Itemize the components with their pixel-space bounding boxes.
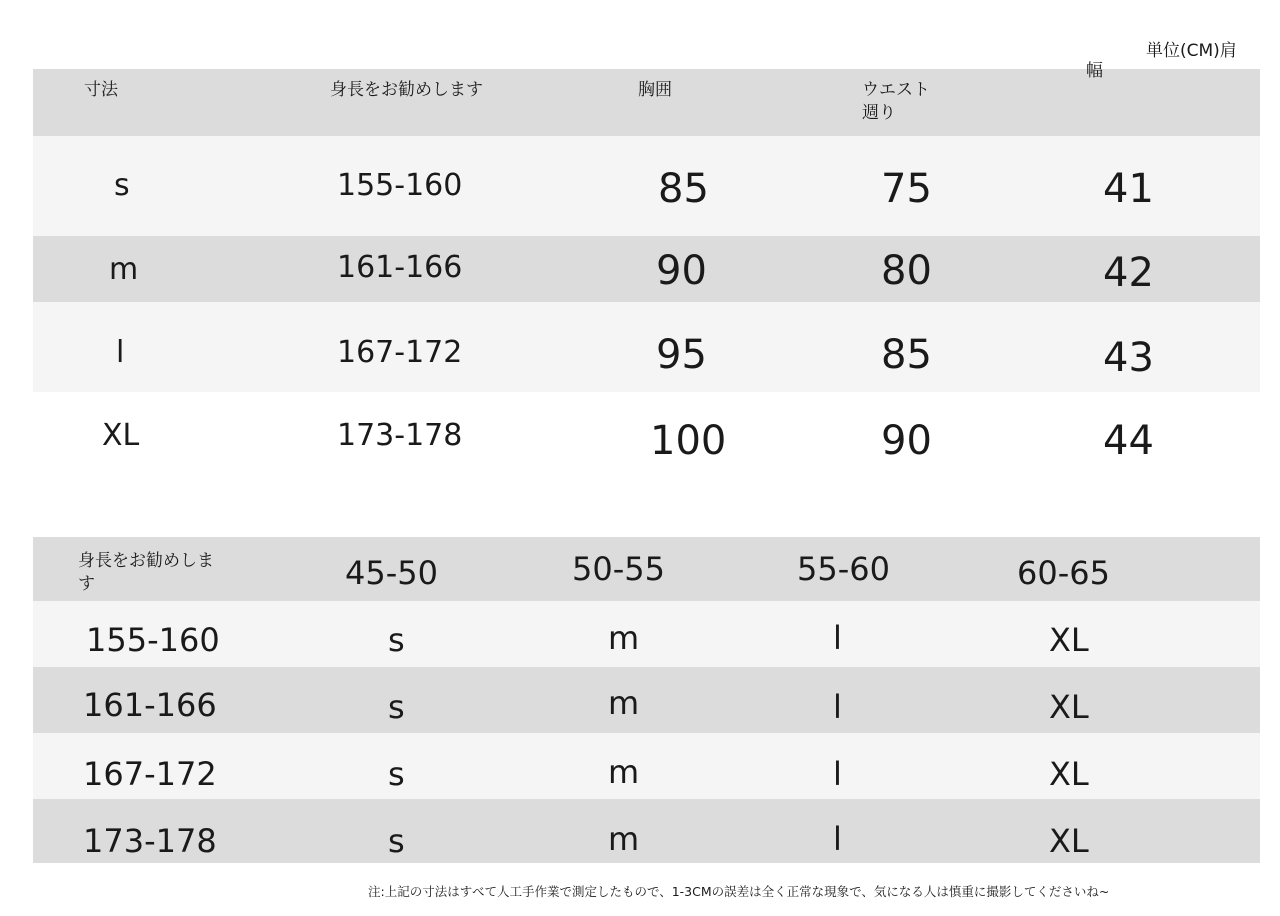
size-cell: l (116, 335, 125, 370)
size-cell: l (833, 688, 842, 726)
header-recommended-height: 身長をお勧めします (330, 80, 483, 100)
chest-cell: 90 (656, 248, 707, 294)
chest-cell: 85 (658, 166, 709, 212)
height-cell: 167-172 (337, 335, 463, 370)
height-cell: 161-166 (337, 250, 463, 285)
waist-cell: 85 (881, 332, 932, 378)
size-cell: s (388, 755, 405, 793)
unit-label: 単位(CM)肩 (1146, 41, 1237, 61)
header-shoulder: 幅 (1086, 61, 1103, 81)
size-cell: l (833, 755, 842, 793)
waist-cell: 80 (881, 248, 932, 294)
size-cell: s (388, 688, 405, 726)
size-cell: m (608, 684, 640, 722)
weight-range-header: 55-60 (797, 550, 890, 588)
table-row (33, 302, 1260, 392)
chest-cell: 100 (650, 418, 727, 464)
header-recommended-height-line1: 身長をお勧めしま (78, 551, 214, 571)
weight-range-header: 60-65 (1017, 554, 1110, 592)
size-cell: l (833, 820, 842, 858)
size-cell: s (388, 621, 405, 659)
shoulder-cell: 42 (1103, 250, 1154, 296)
height-cell: 173-178 (337, 418, 463, 453)
size-cell: XL (1049, 755, 1089, 793)
header-size: 寸法 (84, 80, 118, 100)
height-cell: 155-160 (86, 621, 220, 659)
measurement-note: 注:上記の寸法はすべて人工手作業で測定したもので、1-3CMの誤差は全く正常な現象で、気になる人は慎重に撮影してくださいね~ (368, 884, 1110, 899)
waist-cell: 90 (881, 418, 932, 464)
waist-cell: 75 (881, 166, 932, 212)
size-cell: XL (1049, 621, 1089, 659)
header-waist-line1: ウエスト (862, 80, 930, 100)
table-row (33, 236, 1260, 302)
size-cell: m (608, 619, 640, 657)
size-cell: m (608, 820, 640, 858)
size-cell: l (833, 619, 842, 657)
shoulder-cell: 43 (1103, 335, 1154, 381)
header-chest: 胸囲 (638, 80, 672, 100)
chest-cell: 95 (656, 332, 707, 378)
size-cell: m (608, 753, 640, 791)
height-cell: 173-178 (83, 822, 217, 860)
weight-range-header: 45-50 (345, 554, 438, 592)
size-cell: XL (102, 418, 140, 453)
header-waist-line2: 週り (862, 103, 896, 123)
table-row (33, 136, 1260, 236)
height-cell: 161-166 (83, 686, 217, 724)
shoulder-cell: 44 (1103, 418, 1154, 464)
size-cell: s (114, 168, 130, 203)
shoulder-cell: 41 (1103, 166, 1154, 212)
size-cell: m (109, 252, 139, 287)
size-cell: XL (1049, 822, 1089, 860)
size-cell: XL (1049, 688, 1089, 726)
header-recommended-height-line2: す (78, 574, 95, 594)
weight-range-header: 50-55 (572, 550, 665, 588)
height-cell: 167-172 (83, 755, 217, 793)
size-cell: s (388, 822, 405, 860)
height-cell: 155-160 (337, 168, 463, 203)
